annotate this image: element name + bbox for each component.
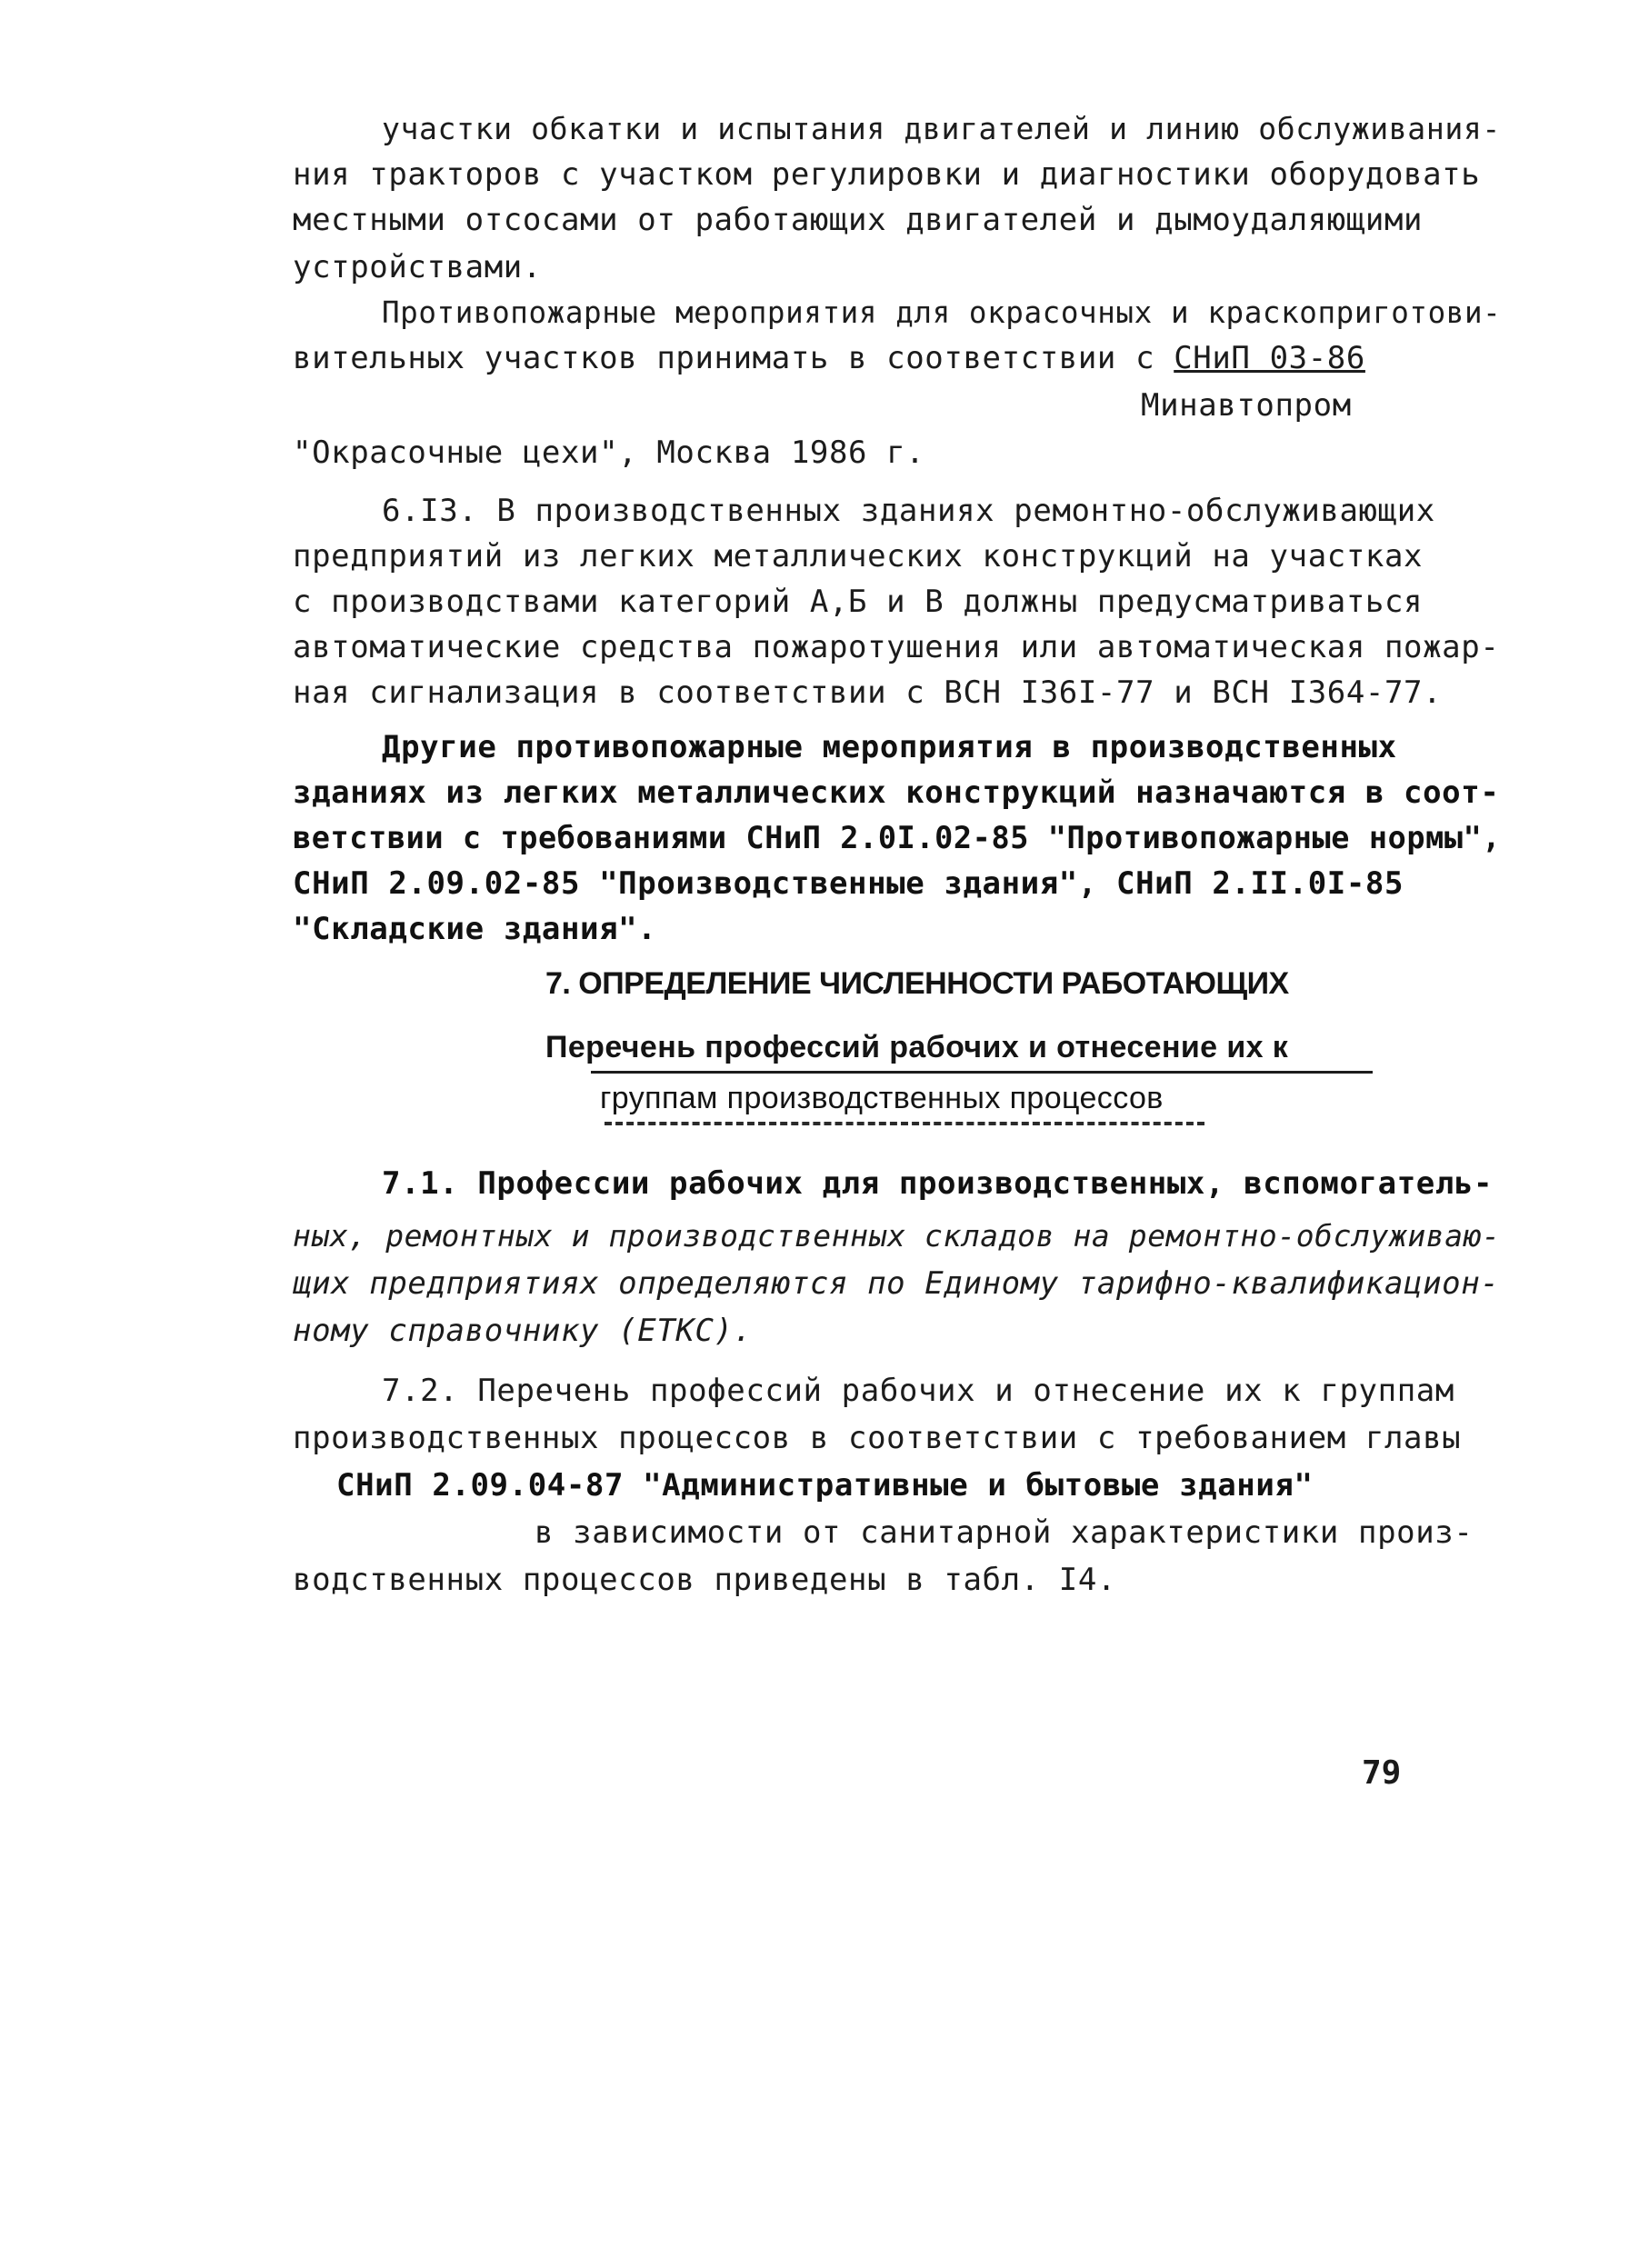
text-line: ветствии с требованиями СНиП 2.0I.02-85 "Противопожарные нормы",	[293, 820, 1502, 855]
clause-6-13-line: 6.I3. В производственных зданиях ремонтно-обслуживающих	[382, 493, 1435, 529]
text-line: Минавтопром	[1141, 387, 1352, 424]
text-line: Другие противопожарные мероприятия в производственных	[382, 729, 1397, 765]
text-line: зданиях из легких металлических конструкций назначаются в соот-	[293, 774, 1500, 811]
section-title: 7. ОПРЕДЕЛЕНИЕ ЧИСЛЕННОСТИ РАБОТАЮЩИХ	[545, 966, 1289, 1001]
clause-6-13-line: ная сигнализация в соответствии с ВСН I36I-77 и ВСН I364-77.	[293, 674, 1443, 711]
clause-7-2-line: 7.2. Перечень профессий рабочих и отнесение их к группам	[382, 1373, 1454, 1409]
norm-reference: СНиП 03-86	[1174, 340, 1365, 376]
clause-7-2-line: производственных процессов в соответствии с требованием главы	[293, 1420, 1462, 1456]
clause-7-1-line: щих предприятиях определяются по Единому тарифно-квалификацион-	[293, 1265, 1500, 1302]
subtitle-underline	[591, 1071, 1373, 1074]
text-line: СНиП 2.09.02-85 "Производственные здания", СНиП 2.II.0I-85	[293, 865, 1404, 902]
clause-7-2-line: в зависимости от санитарной характеристики произ-	[535, 1514, 1474, 1551]
clause-6-13-line: с производствами категорий А,Б и В должны предусматриваться	[293, 584, 1424, 620]
clause-7-1-line: ных, ремонтных и производственных складов на ремонтно-обслуживаю-	[293, 1218, 1501, 1254]
text-line: устройствами.	[293, 249, 542, 285]
clause-7-1-line: ному справочнику (ЕТКС).	[293, 1313, 753, 1349]
text-line: местными отсосами от работающих двигателей и дымоудаляющими	[293, 202, 1424, 238]
subtitle-underline	[605, 1122, 1204, 1125]
text-fragment: вительных участков принимать в соответствии с	[293, 340, 1155, 376]
page-number: 79	[1362, 1754, 1402, 1792]
clause-6-13-line: предприятий из легких металлических конструкций на участках	[293, 538, 1424, 574]
section-subtitle: Перечень профессий рабочих и отнесение их к	[545, 1030, 1289, 1064]
section-subtitle: группам производственных процессов	[600, 1081, 1164, 1115]
clause-7-1-line: 7.1. Профессии рабочих для производственных, вспомогатель-	[382, 1165, 1494, 1202]
text-line	[293, 338, 1365, 378]
text-line: "Складские здания".	[293, 911, 657, 947]
text-line: ния тракторов с участком регулировки и диагностики оборудовать	[293, 156, 1481, 193]
text-line: Противопожарные мероприятия для окрасочных и краскоприготови-	[382, 295, 1502, 330]
clause-7-2-line: водственных процессов приведены в табл. I4.	[293, 1562, 1116, 1598]
text-line: участки обкатки и испытания двигателей и линию обслуживания-	[382, 111, 1501, 146]
clause-7-2-line: СНиП 2.09.04-87 "Административные и бытовые здания"	[336, 1467, 1314, 1504]
text-line: "Окрасочные цехи", Москва 1986 г.	[293, 435, 925, 471]
clause-6-13-line: автоматические средства пожаротушения или автоматическая пожар-	[293, 629, 1500, 665]
